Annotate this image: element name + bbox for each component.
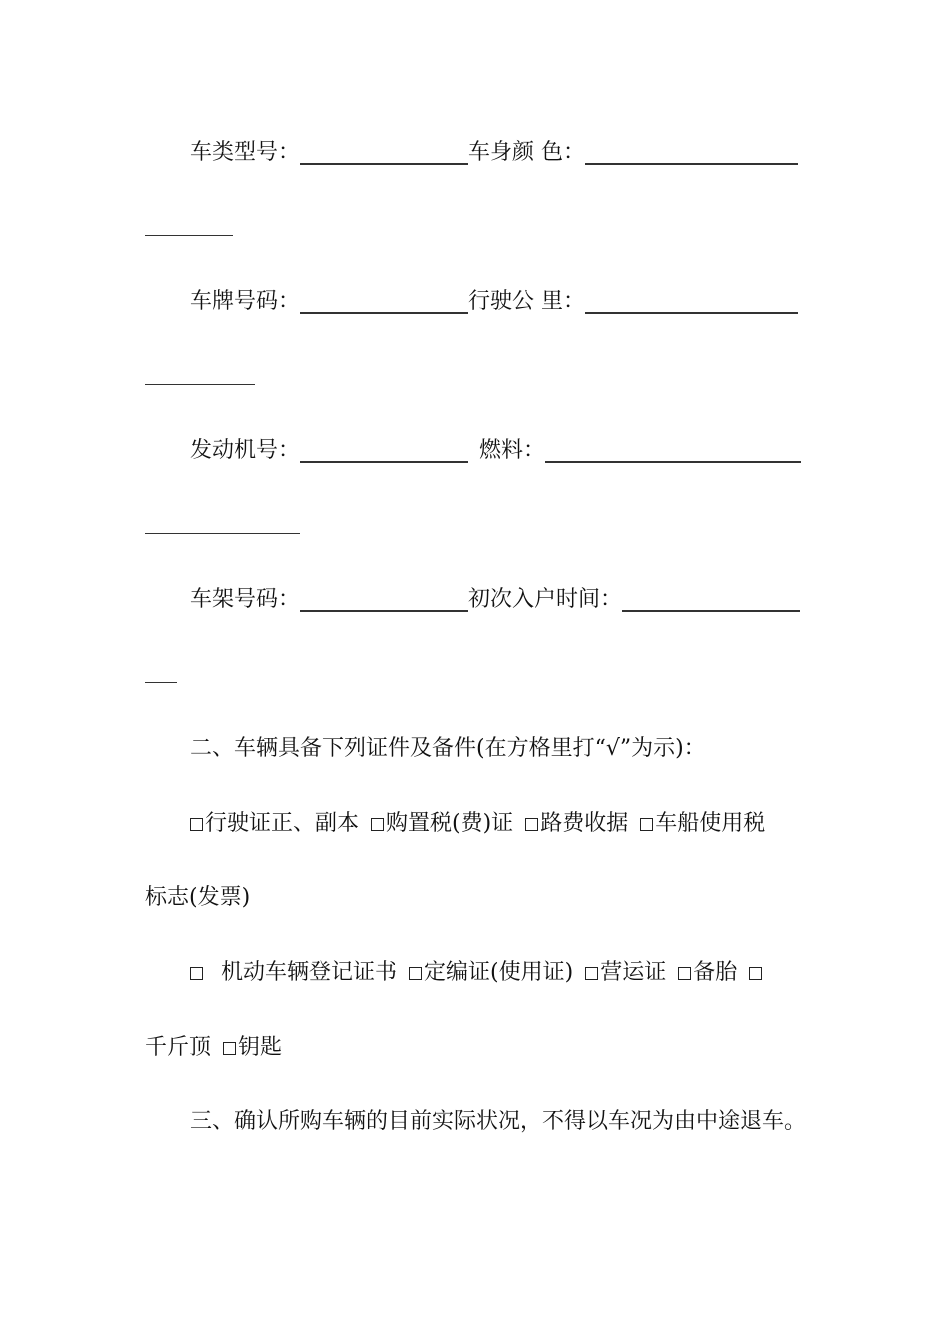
vehicle-model-row [190,137,803,169]
checkbox-item[interactable]: 钥匙 [223,1035,282,1060]
frame-row [190,584,803,616]
checkbox-item[interactable]: 购置税(费)证 [371,811,513,836]
engine-row [190,435,803,467]
checkbox-icon[interactable] [640,818,653,831]
model-label: 车类型号： [190,140,301,165]
checkbox-icon[interactable] [585,967,598,980]
checkbox-icon[interactable] [678,967,691,980]
frame-label: 车架号码： [190,587,301,612]
checkbox-item[interactable]: 车船使用税 [640,811,765,836]
plate-blank[interactable] [300,312,468,314]
checkbox-item[interactable]: 路费收据 [525,811,628,836]
mileage-label: 行驶公 里： [468,289,586,314]
fuel-label: 燃料： [479,438,546,463]
mileage-blank-continued[interactable] [145,384,255,385]
checkbox-item[interactable]: 行驶证正、副本 [190,811,359,836]
checkbox-icon[interactable] [371,818,384,831]
checkbox-item[interactable]: 备胎 [678,960,737,985]
checkbox-item[interactable]: 营运证 [585,960,666,985]
plate-row [190,286,803,318]
checklist-row-2 [190,957,803,989]
checklist-row-1 [190,808,803,840]
mileage-blank[interactable] [585,312,798,314]
checkbox-icon[interactable] [525,818,538,831]
reg-time-label: 初次入户时间： [468,587,623,612]
color-blank-continued[interactable] [145,235,233,236]
reg-time-blank[interactable] [622,610,800,612]
fuel-blank-continued[interactable] [145,533,300,534]
checkbox-icon[interactable] [190,818,203,831]
section3-text: 三、确认所购车辆的目前实际状况，不得以车况为由中途退车。 [190,1109,807,1134]
fuel-blank[interactable] [545,461,801,463]
checkbox-icon[interactable] [190,967,203,980]
engine-blank[interactable] [300,461,468,463]
color-label: 车身颜 色： [468,140,586,165]
plate-label: 车牌号码： [190,289,301,314]
checklist-row-1-continued: 标志(发票) [145,885,251,910]
checklist-row-2-continued [145,1032,803,1064]
model-blank[interactable] [300,163,468,165]
color-blank[interactable] [585,163,798,165]
checkbox-item-label: 千斤顶 [145,1035,212,1060]
section2-heading: 二、车辆具备下列证件及备件(在方格里打“√”为示)： [190,736,706,761]
engine-label: 发动机号： [190,438,301,463]
checkbox-icon[interactable] [749,967,762,980]
reg-time-blank-continued[interactable] [145,682,177,683]
frame-blank[interactable] [300,610,468,612]
checkbox-icon[interactable] [409,967,422,980]
checkbox-item[interactable]: 定编证(使用证) [409,960,573,985]
checkbox-icon[interactable] [223,1042,236,1055]
checkbox-item[interactable]: 机动车辆登记证书 [190,960,397,985]
